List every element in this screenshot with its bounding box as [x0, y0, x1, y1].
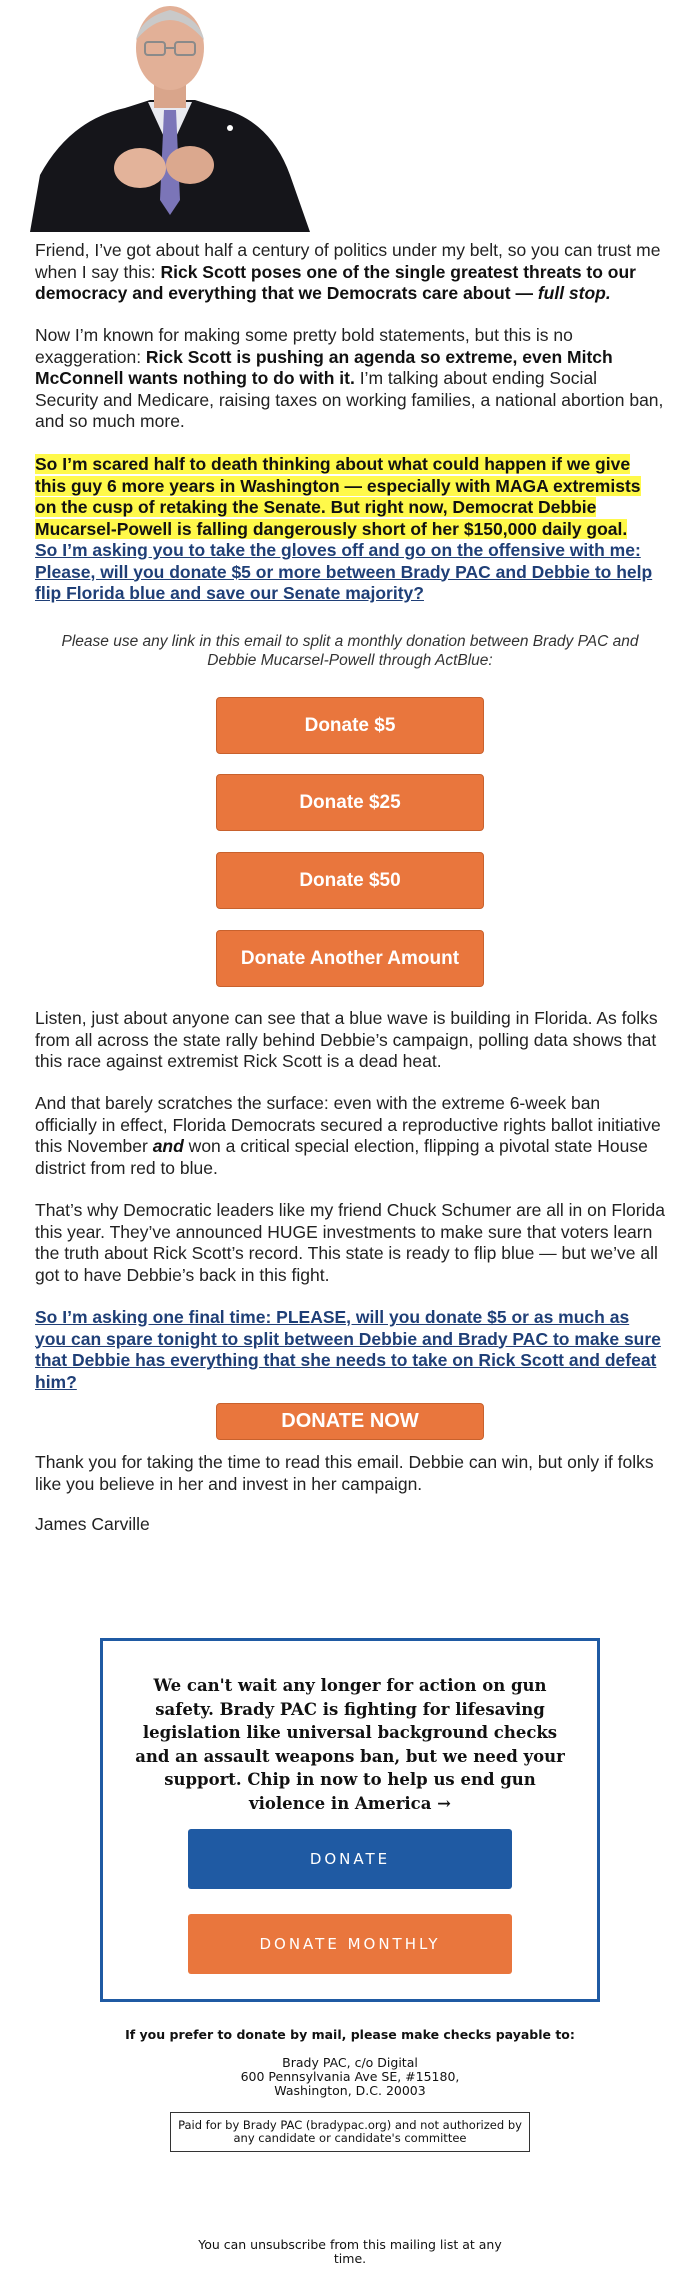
donate-25-button[interactable]: Donate $25	[216, 774, 484, 831]
donate-5-button[interactable]: Donate $5	[216, 697, 484, 754]
donate-now-button[interactable]: DONATE NOW	[216, 1403, 484, 1440]
mail-line-1: Brady PAC, c/o Digital	[282, 2055, 418, 2070]
highlight-paragraph	[35, 454, 665, 605]
agenda-normal-2: I’m talking about ending Social Security and Medicare, raising taxes on working families, a national abortion ban, and so much more.	[35, 368, 664, 431]
brady-donate-monthly-button[interactable]: DONATE MONTHLY	[188, 1914, 512, 1974]
agenda-paragraph	[35, 325, 665, 433]
schumer-paragraph: That’s why Democratic leaders like my friend Chuck Schumer are all in on Florida this year. They’ve announced HUGE investments to make sure that voters learn the truth about Rick Scott’s record. This state is ready to flip blue — but we’ve all got to have Debbie’s back in this fight.	[35, 1200, 665, 1285]
agenda-normal-1: Now I’m known for making some pretty bold statements, but this is no exaggeration:	[35, 325, 573, 367]
ask-link-1[interactable]: So I’m asking you to take the gloves off and go on the offensive with me: Please, will you donate $5 or more between Brady PAC and Debbie to help flip Florida blue and save our Senate majority?	[35, 540, 653, 603]
donate-another-amount-button[interactable]: Donate Another Amount	[216, 930, 484, 987]
surface-paragraph	[35, 1093, 665, 1179]
surface-text-a: And that barely scratches the surface: even with the extreme 6-week ban officially in effect, Florida Democrats secured a reproductive rights ballot initiative this November	[35, 1093, 661, 1156]
paid-for-disclaimer: Paid for by Brady PAC (bradypac.org) and not authorized by any candidate or candidate's committee	[170, 2112, 530, 2152]
brady-donate-button[interactable]: DONATE	[188, 1829, 512, 1889]
closing-paragraph: Thank you for taking the time to read this email. Debbie can win, but only if folks like you believe in her and invest in her campaign.	[35, 1452, 654, 1494]
intro-bold: Rick Scott poses one of the single greatest threats to our democracy and everything that we Democrats care about —	[35, 261, 636, 303]
header-photo	[30, 0, 310, 232]
donate-50-button[interactable]: Donate $50	[216, 852, 484, 909]
brady-pac-message[interactable]: We can't wait any longer for action on gun safety. Brady PAC is fighting for lifesaving legislation like universal background checks and an assault weapons ban, but we need your support. Chip in now to help us end gun violence in America →	[135, 1676, 565, 1813]
agenda-bold: Rick Scott is pushing an agenda so extreme, even Mitch McConnell wants nothing to do with it.	[35, 346, 613, 388]
actblue-note: Please use any link in this email to split a monthly donation between Brady PAC and Debbie Mucarsel-Powell through ActBlue:	[61, 633, 639, 669]
signature: James Carville	[35, 1514, 150, 1534]
intro-normal: Friend, I’ve got about half a century of politics under my belt, so you can trust me when I say this:	[35, 240, 661, 282]
mail-heading: If you prefer to donate by mail, please make checks payable to:	[125, 2027, 575, 2042]
intro-bold-italic: full stop.	[537, 283, 611, 303]
intro-paragraph	[35, 240, 665, 305]
surface-text-b: won a critical special election, flipping a pivotal state House district from red to blue.	[35, 1136, 648, 1178]
blue-wave-paragraph: Listen, just about anyone can see that a blue wave is building in Florida. As folks from all across the state rally behind Debbie’s campaign, polling data shows that this race against extremist Rick Scott is a dead heat.	[35, 1008, 658, 1071]
final-ask-paragraph	[35, 1307, 665, 1393]
ask-link-2[interactable]: So I’m asking one final time: PLEASE, will you donate $5 or as much as you can spare tonight to split between Debbie and Brady PAC to make sure that Debbie has everything that she needs to take on Rick Scott and defeat him?	[35, 1307, 661, 1392]
unsubscribe-notice[interactable]: You can unsubscribe from this mailing list at any time.	[198, 2237, 502, 2266]
mail-line-3: Washington, D.C. 20003	[274, 2083, 426, 2098]
surface-emphasis: and	[152, 1136, 184, 1156]
highlighted-text: So I’m scared half to death thinking about what could happen if we give this guy 6 more years in Washington — especially with MAGA extremists on the cusp of retaking the Senate. But right now, Democrat Debbie Mucarsel-Powell is falling dangerously short of her $150,000 daily goal.	[35, 454, 641, 539]
mail-line-2: 600 Pennsylvania Ave SE, #15180,	[240, 2069, 460, 2084]
